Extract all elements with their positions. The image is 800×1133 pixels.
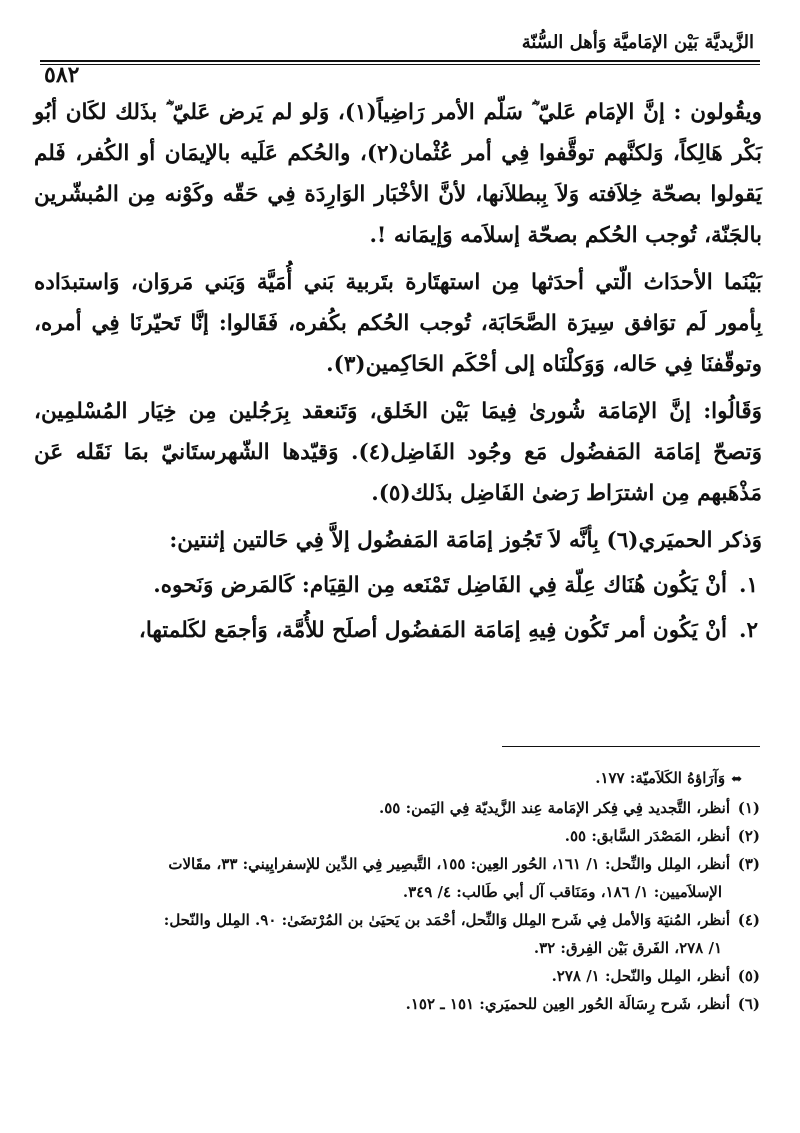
footnote (34, 794, 760, 822)
list-text: أنْ يَكُون هُنَاك عِلّة فِي الفَاضِل تَمْنَعه مِن القِيَام: كَالمَرض وَنَحوه. (153, 573, 727, 598)
footnote-text: أنظر، المِلل والنّحل: ١/ ٢٧٨. (551, 967, 730, 985)
footnote-text: أنظر، المَصْدَر السَّابق: ٥٥. (564, 827, 730, 845)
page-header (40, 26, 760, 88)
footnote (34, 906, 760, 962)
footnote (34, 822, 760, 850)
footnote-number: (٤) (737, 911, 760, 929)
page-number: ٥٨٢ (44, 62, 80, 88)
footnote-text-continued: الإسلاَميين: ١/ ١٨٦، ومَنَاقب آل أبي طَالب: ٤/ ٣٤٩. (402, 883, 722, 901)
footnotes (34, 764, 760, 1018)
footnote-number: (٢) (737, 827, 760, 845)
footnote-number: (٦) (737, 995, 760, 1013)
footnote-number: (٥) (737, 967, 760, 985)
footnote-number: (٣) (737, 855, 760, 873)
footnote-continuation (34, 764, 760, 794)
paragraph: بَيْنَما الأحدَاث الّتي أحدَثها مِن استهتَارة بتَربية بَني أُمَيَّة وَبَني مَروَان، وَاستبدَاده بِأمور لَم توَافق سِيرَة الصَّحَابَة، تُوجب الحُكم بكُفره، فَقَالوا: إنَّا تَحيّرنَا فِي أمره، وتوقّفنَا فِي حَاله، وَوَكلْنَاه إلى أحْكَم الحَاكِمين(٣). (34, 270, 762, 377)
running-title: الزَّيديَّة بَيْن الإمَاميَّة وَأهل السُّنّة (521, 32, 754, 53)
footnote-text-continued: ١/ ٢٧٨، الفَرق بَيْن الفِرق: ٣٢. (533, 939, 722, 957)
paragraph: ويقُولون : إنَّ الإمَام عَليّ ؓ سَلّم الأمر رَاضِياً(١)، وَلو لم يَرض عَليّ ؓ بذَلك لكَان أبُو بَكْر هَالِكاً، وَلكنَّهم توقَّفوا فِي أمر عُثْمان(٢)، والحُكم عَلَيه بالإيمَان أو الكُفر، فَلم يَقولوا بصحّة خِلاَفته وَلاَ بِبطلاَنها، لأنَّ الأخْبَار الوَارِدَة فِي حَقّه وكَوْنه مِن المُبشّرين بالجَنّة، تُوجب الحُكم بصحّة إسلاَمه وَإيمَانه !. (34, 100, 762, 248)
footnote-text: أنظر، المُنيَة وَالأمل فِي شَرح المِلل وَالنِّحل، أحْمَد بن يَحيَىٰ بن المُرْتضَىٰ: ٩٠. المِلل والنّحل: (163, 911, 730, 929)
list-number: ٢. (738, 618, 758, 643)
list-number: ١. (738, 573, 758, 598)
footnote (34, 850, 760, 906)
header-rule-thin (40, 64, 760, 65)
paragraph: وَقَالُوا: إنَّ الإمَامَة شُورىٰ فِيمَا بَيْن الخَلق، وَتَنعقد بِرَجُلين مِن خِيَار المُسْلمِين، وَتصحّ إمَامَة المَفضُول مَع وجُود الفَاضِل(٤). وَقيّدها الشّهرستَانيّ بمَا نَقَله عَن مَذْهَبهم مِن اشترَاط رَضىٰ الفَاضِل بذَلك(٥). (34, 399, 762, 506)
body-text (34, 92, 762, 651)
list-text: أنْ يَكُون أمر تَكُون فِيهِ إمَامَة المَفضُول أصلَح للأُمَّة، وَأجمَع لكَلمتها، (138, 618, 727, 643)
paragraph: وَذكر الحميَري(٦) بِأنَّه لاَ تَجُوز إمَامَة المَفضُول إلاَّ فِي حَالتين إثنتين: (169, 528, 762, 553)
footnote (34, 990, 760, 1018)
footnote-text: أنظر، شَرح رِسَالَة الحُور العِين للحميَري: ١٥١ ـ ١٥٢. (405, 995, 730, 1013)
continuation-arrow-icon: ⬌ (731, 772, 742, 787)
footnote (34, 962, 760, 990)
footnote-separator (502, 746, 760, 747)
list-item (34, 565, 762, 606)
footnote-text: أنظر، المِلل والنِّحل: ١/ ١٦١، الحُور العِين: ١٥٥، التَّبصِير فِي الدِّين للإسفرايِيني: ٣٣، مقَالات (168, 855, 730, 873)
footnote-lead-text: وَآرَاؤهُ الكَلاَميّة: ١٧٧. (595, 769, 726, 787)
header-rule (40, 60, 760, 62)
footnote-number: (١) (737, 799, 760, 817)
list-item (34, 610, 762, 651)
footnote-text: أنظر، التَّجديد فِي فِكر الإمَامة عِند الزَّيديّة فِي اليَمن: ٥٥. (379, 799, 730, 817)
